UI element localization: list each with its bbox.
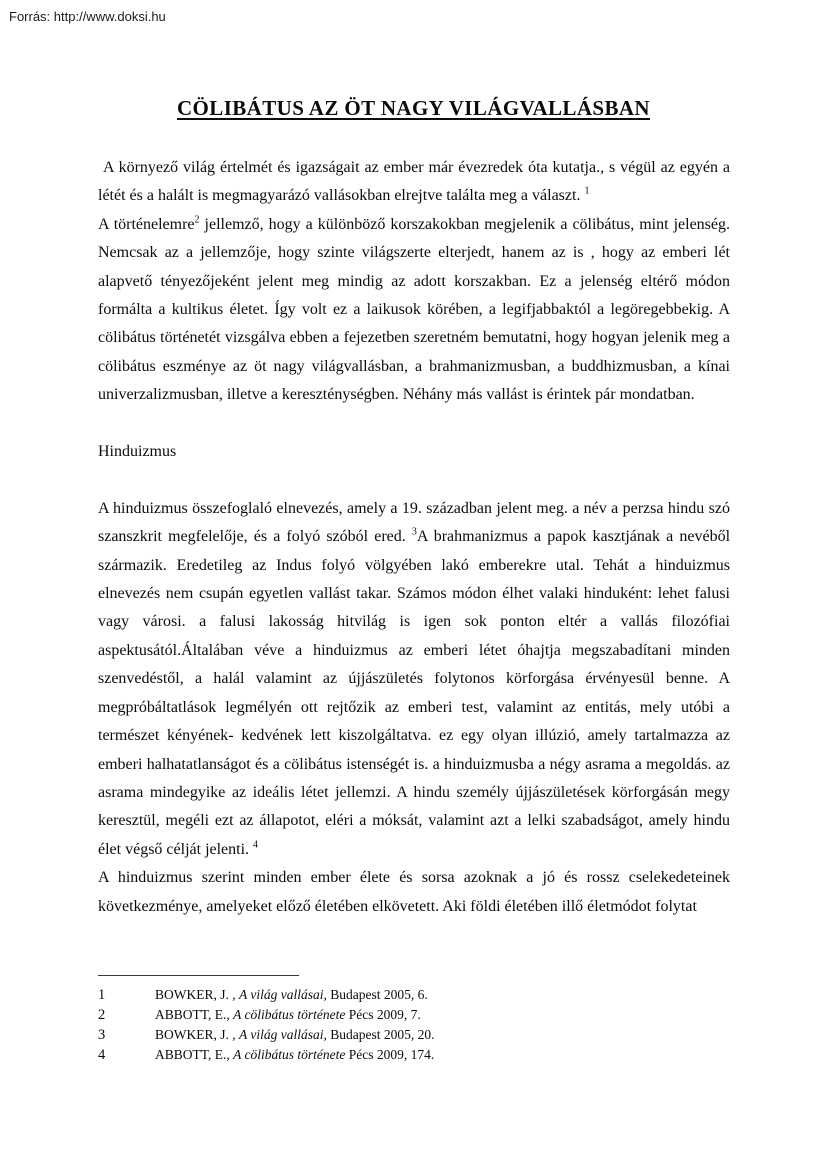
footnote-text: BOWKER, J. , A világ vallásai, Budapest 2005, 20. — [155, 1027, 435, 1042]
section-heading-hinduizmus: Hinduizmus — [98, 443, 177, 461]
footnote-text: BOWKER, J. , A világ vallásai, Budapest 2005, 6. — [155, 987, 428, 1002]
footnote-number: 2 — [98, 1007, 106, 1023]
source-watermark: Forrás: http://www.doksi.hu — [9, 9, 166, 24]
footnotes-section — [98, 975, 730, 1065]
footnote-item — [98, 1045, 730, 1065]
footnote-item — [98, 1005, 730, 1025]
page-title-text: CÖLIBÁTUS AZ ÖT NAGY VILÁGVALLÁSBAN — [176, 96, 651, 120]
footnote-number: 3 — [98, 1027, 106, 1043]
paragraph-karma: A hinduizmus szerint minden ember élete és sorsa azoknak a jó és rossz cselekedeteinek következménye, amelyeket előző életében elkövetett. Aki földi életében illő életmódot folytat — [98, 869, 730, 915]
footnote-number: 1 — [98, 987, 106, 1003]
footnote-number: 4 — [98, 1047, 106, 1063]
body-text — [0, 154, 827, 921]
footnote-text: ABBOTT, E., A cölibátus története Pécs 2009, 7. — [155, 1007, 421, 1022]
paragraph-hinduism: A hinduizmus összefoglaló elnevezés, amely a 19. században jelent meg. a név a perzsa hindu szó szanszkrit megfelelője, és a folyó szóból ered. $^3$A brahmanizmus a papok kasztjának a nevéből származik. Eredetileg az Indus folyó völgyében lakó emberekre utal. Tehát a hinduizmus elnevezés nem csupán egyetlen vallást takar. Számos módon élhet valaki hinduként: lehet falusi vagy városi. a falusi lakosság hitvilág is igen sok ponton eltér a vallás filozófiai aspektusától.Általában véve a hinduizmus az emberi létet óhajtja megszabadítani minden szenvedéstől, a halál valamint az újjászületés folytonos körforgása érvényesül benne. A megpróbáltatlások legmélyén ott rejtőzik az emberi test, valamint az entitás, mely utóbi a természet kényének- kedvének lett kiszolgáltatva. ez egy olyan illúzió, amely tartalmazza az emberi halhatatlanságot és a cölibátus istenségét is. a hinduizmusba a négy asrama a megoldás. az asrama mindegyike az ideális létet jellemzi. A hindu személy újjászületések körforgásán megy keresztül, megéli ezt az állapotot, eléri a móksát, valamint azt a lelki szabadságot, amely hindu élet végső célját jelenti. $^4$ — [98, 499, 731, 858]
footnote-separator — [98, 975, 299, 976]
paragraph-intro: A környező világ értelmét és igazságait az ember már évezredek óta kutatja., s végül az egyén a létét és a halált is megmagyarázó vallásokban elrejtve találta meg a választ. $^1$ — [98, 159, 730, 205]
footnote-text: ABBOTT, E., A cölibátus története Pécs 2009, 174. — [155, 1047, 435, 1062]
footnote-item — [98, 985, 730, 1005]
paragraph-history: A történelemre$^2$ jellemző, hogy a különböző korszakokban megjelenik a cölibátus, mint jelenség. Nemcsak az a jellemzője, hogy szinte világszerte elterjedt, hanem az is , hogy az emberi lét alapvető tényezőjeként jelent meg mindig az adott korszakban. Ez a jelenség eltérő módon formálta a kultikus életet. Így volt ez a laikusok körében, a legifjabbaktól a legöregebbekig. A cölibátus történetét vizsgálva ebben a fejezetben szeretném bemutatni, hogy hogyan jelenik meg a cölibátus eszménye az öt nagy világvallásban, a brahmanizmusban, a buddhizmusban, a kínai univerzalizmusban, illetve a kereszténységben. Néhány más vallást is érintek pár mondatban. — [98, 214, 730, 404]
footnote-item — [98, 1025, 730, 1045]
